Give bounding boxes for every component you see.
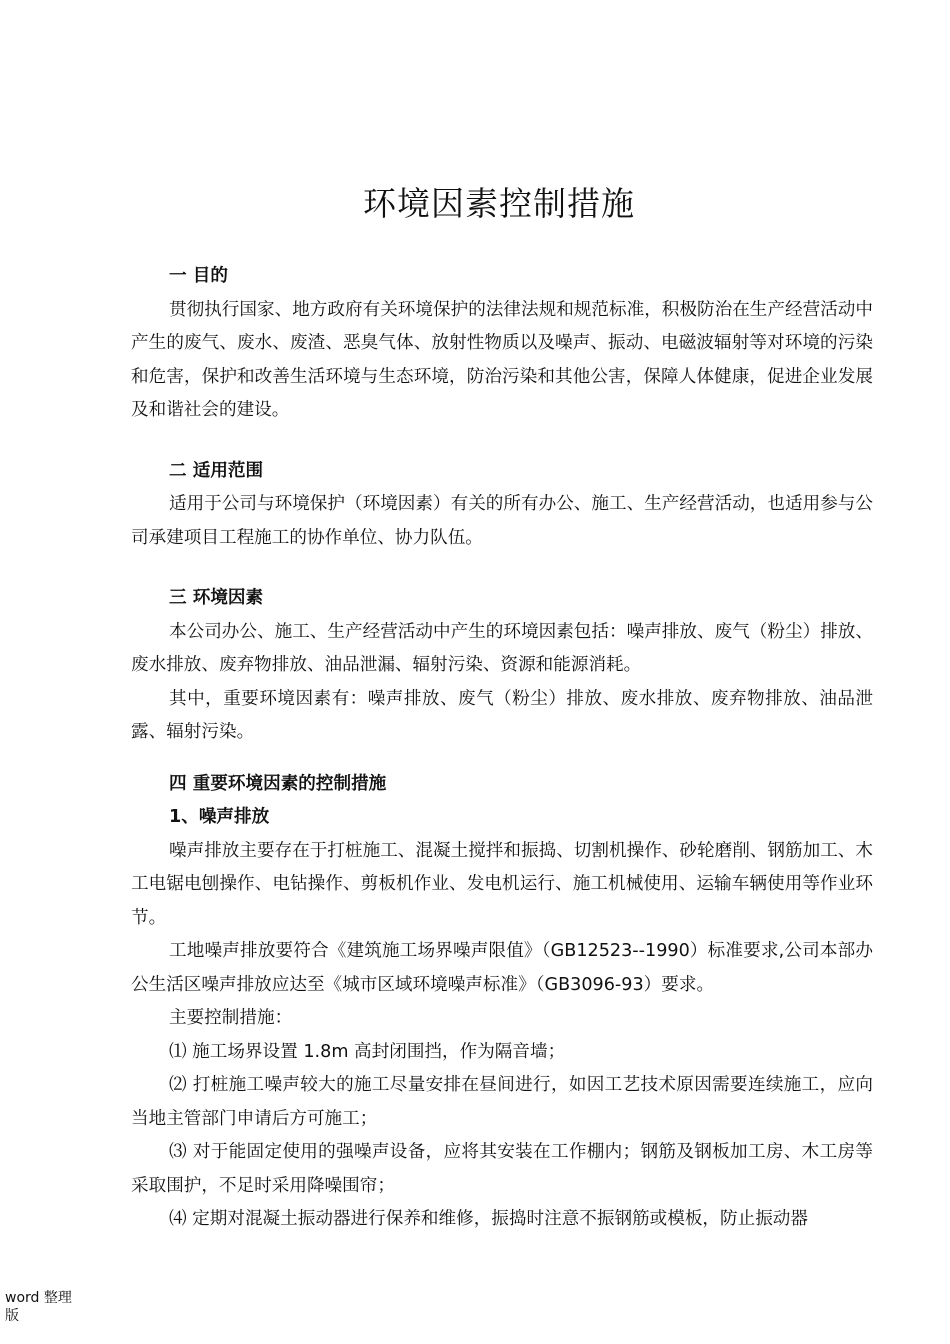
document-title: 环境因素控制措施 [363, 184, 635, 223]
paragraph: 主要控制措施： [169, 1008, 293, 1028]
list-item: ⑴ 施工场界设置 1.8m 高封闭围挡，作为隔音墙； [169, 1041, 566, 1062]
paragraph: 适用于公司与环境保护（环境因素）有关的所有办公、施工、生产经营活动，也适用参与公司承建项目工程施工的协作单位、协力队伍。 [131, 494, 873, 548]
paragraph: 贯彻执行国家、地方政府有关环境保护的法律法规和规范标准，积极防治在生产经营活动中产生的废气、废水、废渣、恶臭气体、放射性物质以及噪声、振动、电磁波辐射等对环境的污染和危害，保护和改善生活环境与生态环境，防治污染和其他公害，保障人体健康，促进企业发展及和谐社会的建设。 [131, 299, 873, 420]
paragraph: 其中，重要环境因素有：噪声排放、废气（粉尘）排放、废水排放、废弃物排放、油品泄露、辐射污染。 [131, 688, 873, 742]
list-item: ⑶ 对于能固定使用的强噪声设备，应将其安装在工作棚内；钢筋及钢板加工房、木工房等采取围护，不足时采用降噪围帘； [131, 1142, 873, 1196]
list-item: ⑷ 定期对混凝土振动器进行保养和维修，振捣时注意不振钢筋或模板，防止振动器 [169, 1209, 808, 1229]
section-heading-factors: 三 环境因素 [169, 588, 264, 608]
paragraph: 本公司办公、施工、生产经营活动中产生的环境因素包括：噪声排放、废气（粉尘）排放、废水排放、废弃物排放、油品泄漏、辐射污染、资源和能源消耗。 [131, 621, 873, 675]
document-body [131, 260, 873, 1237]
subsection-heading-noise: 1、噪声排放 [169, 807, 270, 827]
section-heading-control-measures: 四 重要环境因素的控制措施 [169, 773, 387, 794]
paragraph: 噪声排放主要存在于打桩施工、混凝土搅拌和振捣、切割机操作、砂轮磨削、钢筋加工、木工电锯电刨操作、电钻操作、剪板机作业、发电机运行、施工机械使用、运输车辆使用等作业环节。 [131, 840, 873, 928]
section-heading-purpose: 一 目的 [169, 266, 228, 286]
paragraph: 工地噪声排放要符合《建筑施工场界噪声限值》（GB12523--1990）标准要求,公司本部办公生活区噪声排放应达至《城市区域环境噪声标准》（GB3096-93）要求。 [131, 941, 873, 995]
section-heading-scope: 二 适用范围 [169, 460, 264, 481]
list-item: ⑵ 打桩施工噪声较大的施工尽量安排在昼间进行，如因工艺技术原因需要连续施工，应向当地主管部门申请后方可施工； [131, 1075, 873, 1129]
footer-note: word 整理版 [5, 1290, 72, 1324]
